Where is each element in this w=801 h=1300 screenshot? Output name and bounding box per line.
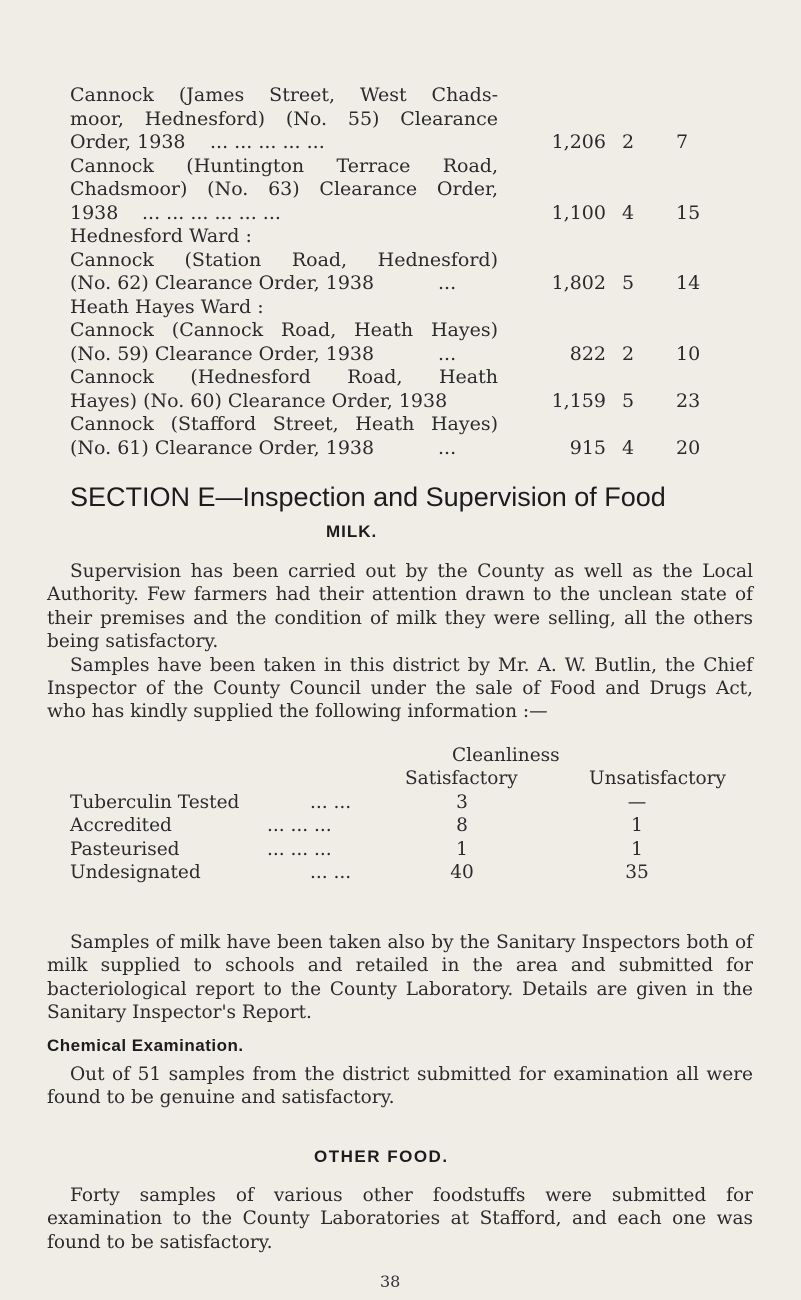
- clearance-line: [70, 202, 760, 226]
- leader-dots: ...: [438, 342, 457, 365]
- other-food-heading: OTHER FOOD.: [314, 1147, 449, 1166]
- clearance-line: [70, 319, 760, 343]
- clearance-text: Cannock (Stafford Street, Heath Hayes): [70, 413, 498, 435]
- clearance-text: moor, Hednesford) (No. 55) Clearance: [70, 107, 498, 130]
- row-label: Pasteurised: [70, 838, 180, 860]
- clearance-text: Cannock (Huntington Terrace Road,: [70, 154, 498, 177]
- chemical-examination-heading: Chemical Examination.: [47, 1036, 244, 1055]
- row-label: Accredited: [70, 815, 172, 837]
- clearance-text: (No. 59) Clearance Order, 1938: [70, 342, 375, 365]
- persons-value: 10: [676, 342, 701, 365]
- clearance-line: [70, 390, 760, 414]
- clearance-line: [70, 84, 760, 108]
- leader-dots: ... ...: [310, 861, 352, 883]
- leader-dots: ... ... ...: [267, 838, 332, 860]
- satisfactory-value: 1: [456, 838, 468, 860]
- leader-dots: ...: [438, 272, 457, 294]
- table-row: [47, 814, 753, 837]
- families-value: 5: [621, 389, 635, 412]
- families-value: 2: [621, 131, 635, 153]
- row-label: Undesignated: [70, 861, 201, 883]
- clearance-line: [70, 178, 760, 202]
- persons-value: 14: [676, 272, 701, 294]
- unsatisfactory-value: —: [627, 791, 647, 813]
- clearance-text: Hayes) (No. 60) Clearance Order, 1938: [70, 389, 448, 412]
- table-row: [47, 791, 753, 814]
- paragraph-text: Out of 51 samples from the district submitted for examination all were found to be genuine and satisfactory.: [47, 1064, 753, 1109]
- clearance-line: [70, 131, 760, 155]
- clearance-orders-table: [70, 84, 760, 460]
- table-row: [47, 838, 753, 861]
- clearance-line: [70, 366, 760, 390]
- clearance-text: Chadsmoor) (No. 63) Clearance Order,: [70, 178, 498, 200]
- leader-dots: ... ...: [310, 791, 352, 813]
- ward-heading: [70, 225, 760, 249]
- clearance-text: (No. 61) Clearance Order, 1938: [70, 436, 375, 459]
- milk-heading: MILK.: [326, 522, 378, 541]
- table-row: [47, 861, 753, 884]
- clearance-text: 1938: [70, 201, 119, 224]
- header-satisfactory: Satisfactory: [405, 768, 518, 790]
- unsatisfactory-value: 1: [631, 815, 643, 837]
- section-heading: SECTION E—Inspection and Supervision of Food: [70, 482, 666, 512]
- paragraph-text: Samples have been taken in this district by Mr. A. W. Butlin, the Chief Inspector of the County Council under the sale of Food and Drugs Act, who has kindly supplied the following information :—: [47, 654, 753, 723]
- header-unsatisfactory: Unsatisfactory: [589, 768, 726, 790]
- page-number: 38: [380, 1272, 401, 1291]
- persons-value: 23: [676, 389, 701, 412]
- clearance-text: Cannock (Cannock Road, Heath Hayes): [70, 319, 498, 341]
- unsatisfactory-value: 1: [631, 838, 643, 860]
- houses-value: 1,159: [551, 389, 606, 412]
- clearance-text: Cannock (Hednesford Road, Heath: [70, 366, 498, 388]
- clearance-line: [70, 437, 760, 461]
- ward-heading: [70, 296, 760, 320]
- clearance-line: [70, 272, 760, 296]
- table-header-group: [47, 744, 753, 767]
- families-value: 4: [621, 436, 635, 459]
- families-value: 5: [621, 272, 635, 294]
- unsatisfactory-value: 35: [625, 861, 649, 883]
- clearance-line: [70, 155, 760, 179]
- chemical-examination-paragraph: [47, 1063, 753, 1110]
- leader-dots: ... ... ...: [267, 815, 332, 837]
- families-value: 4: [621, 201, 635, 224]
- clearance-line: [70, 249, 760, 273]
- clearance-text: Cannock (Station Road, Hednesford): [70, 248, 498, 271]
- clearance-text: (No. 62) Clearance Order, 1938: [70, 272, 375, 294]
- paragraph-text: Forty samples of various other foodstuffs were submitted for examination to the County Laboratories at Stafford, and each one was found to be satisfactory.: [47, 1185, 753, 1253]
- satisfactory-value: 40: [450, 861, 474, 883]
- milk-cleanliness-table: [47, 744, 753, 884]
- other-food-paragraph: [47, 1184, 753, 1254]
- leader-dots: ... ... ... ... ... ...: [142, 201, 281, 224]
- paragraph-text: Supervision has been carried out by the County as well as the Local Authority. Few farmers had their attention drawn to the unclean state of their premises and the condition of milk they were selling, all the others being satisfactory.: [47, 561, 753, 653]
- clearance-line: [70, 343, 760, 367]
- persons-value: 15: [676, 201, 701, 224]
- houses-value: 822: [569, 342, 606, 365]
- sanitary-inspector-paragraph: [47, 931, 753, 1025]
- ward-label: Heath Hayes Ward :: [70, 295, 264, 318]
- paragraph-text: Samples of milk have been taken also by the Sanitary Inspectors both of milk supplied to schools and retailed in the area and submitted for bacteriological report to the County Laboratory. Details are given in the Sanitary Inspector's Report.: [47, 932, 753, 1024]
- row-label: Tuberculin Tested: [70, 791, 240, 813]
- clearance-text: Cannock (James Street, West Chads-: [70, 84, 498, 106]
- persons-value: 7: [676, 131, 689, 153]
- houses-value: 1,206: [551, 131, 606, 153]
- header-cleanliness: Cleanliness: [452, 745, 560, 766]
- table-header-row: [47, 767, 753, 790]
- milk-supervision-paragraph: [47, 560, 753, 724]
- clearance-line: [70, 413, 760, 437]
- clearance-line: [70, 108, 760, 132]
- houses-value: 1,100: [551, 201, 606, 224]
- clearance-text: Order, 1938: [70, 131, 186, 153]
- leader-dots: ...: [438, 436, 457, 459]
- houses-value: 1,802: [551, 272, 606, 294]
- satisfactory-value: 3: [456, 791, 468, 813]
- families-value: 2: [621, 342, 635, 365]
- ward-label: Hednesford Ward :: [70, 225, 252, 247]
- leader-dots: ... ... ... ... ...: [210, 131, 325, 153]
- persons-value: 20: [676, 436, 701, 459]
- satisfactory-value: 8: [456, 815, 468, 837]
- houses-value: 915: [569, 436, 606, 459]
